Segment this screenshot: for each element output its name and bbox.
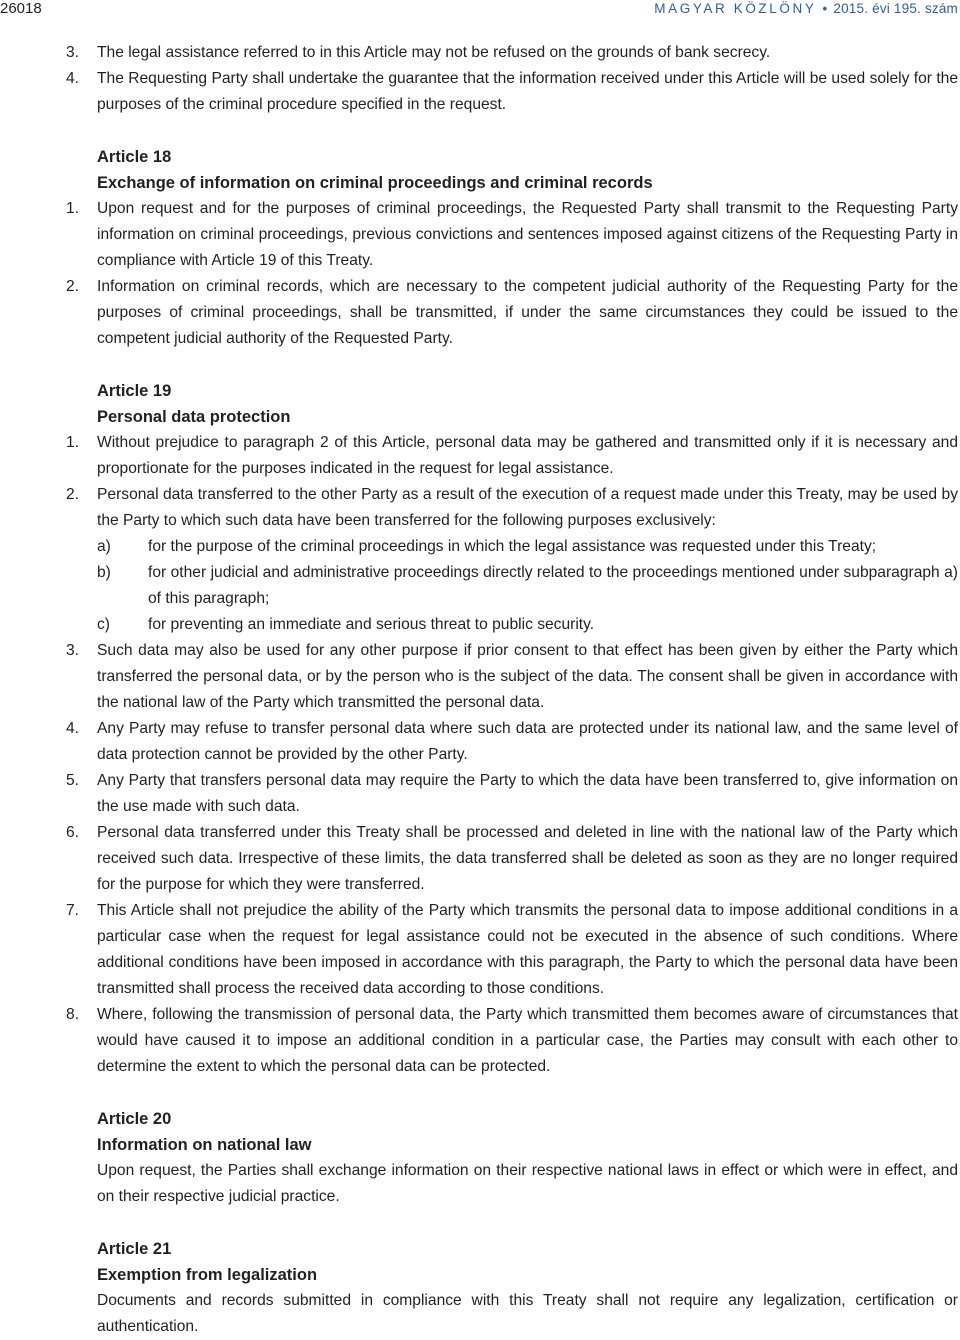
- item-number: 2.: [66, 486, 80, 503]
- sub-item-text: for other judicial and administrative proceedings directly related to the proceedings mentioned under subparagraph a) of this paragraph;: [148, 564, 958, 607]
- sub-item: [0, 612, 958, 638]
- item-text: Without prejudice to paragraph 2 of this Article, personal data may be gathered and transmitted only if it is necessary and proportionate for the purposes indicated in the request for legal assistance.: [97, 434, 958, 477]
- item-number: 6.: [66, 824, 80, 841]
- sub-item-label: c): [97, 616, 110, 633]
- item-number: 8.: [66, 1006, 80, 1023]
- item-number: 3.: [66, 642, 80, 659]
- item-number: 2.: [66, 278, 80, 295]
- item-text: Where, following the transmission of personal data, the Party which transmitted them becomes aware of circumstances that would have caused it to impose an additional condition in a particular case, the Parties may consult with each other to determine the extent to which the personal data can be protected.: [97, 1006, 958, 1075]
- item-number: 1.: [66, 434, 80, 451]
- article-title: Information on national law: [97, 1136, 312, 1154]
- article-title: Exchange of information on criminal proceedings and criminal records: [97, 174, 653, 192]
- item-text: Upon request and for the purposes of criminal proceedings, the Requested Party shall transmit to the Requesting Party information on criminal proceedings, previous convictions and sentences imposed against citizens of the Requesting Party in compliance with Article 19 of this Treaty.: [97, 200, 958, 269]
- sub-item-text: for the purpose of the criminal proceedings in which the legal assistance was requested under this Treaty;: [148, 538, 877, 555]
- sub-item: [0, 560, 958, 612]
- sub-item-label: a): [97, 538, 111, 555]
- item-text: Information on criminal records, which are necessary to the competent judicial authority of the Requesting Party for the purposes of criminal proceedings, shall be transmitted, if under the same circumstances they could be issued to the competent judicial authority of the Requested Party.: [97, 278, 958, 347]
- running-header: [654, 0, 958, 22]
- list-item: [0, 66, 958, 118]
- item-number: 3.: [66, 44, 80, 61]
- page-number: 26018: [0, 0, 42, 17]
- article-title: Exemption from legalization: [97, 1266, 318, 1284]
- article-heading: Article 21: [97, 1240, 172, 1258]
- list-item: [0, 274, 958, 352]
- item-text: Any Party may refuse to transfer personal data where such data are protected under its national law, and the same level of data protection cannot be provided by the other Party.: [97, 720, 958, 763]
- bullet-separator: •: [822, 1, 828, 16]
- list-item: [0, 482, 958, 534]
- article-title: Personal data protection: [97, 408, 291, 426]
- item-number: 7.: [66, 902, 80, 919]
- item-number: 1.: [66, 200, 80, 217]
- list-item: [0, 196, 958, 274]
- item-text: The legal assistance referred to in this Article may not be refused on the grounds of bank secrecy.: [97, 44, 771, 61]
- item-text: Personal data transferred to the other Party as a result of the execution of a request made under this Treaty, may be used by the Party to which such data have been transferred for the following purposes exclusively:: [97, 486, 958, 529]
- sub-item-text: for preventing an immediate and serious threat to public security.: [148, 616, 595, 633]
- list-item: [0, 716, 958, 768]
- item-number: 4.: [66, 70, 80, 87]
- sub-item-label: b): [97, 564, 111, 581]
- list-item: [0, 638, 958, 716]
- item-number: 5.: [66, 772, 80, 789]
- article-heading: Article 20: [97, 1110, 172, 1128]
- list-item: [0, 820, 958, 898]
- item-text: Any Party that transfers personal data may require the Party to which the data have been transferred to, give information on the use made with such data.: [97, 772, 958, 815]
- list-item: [0, 768, 958, 820]
- document-body: [0, 40, 958, 1340]
- item-text: This Article shall not prejudice the ability of the Party which transmits the personal data to impose additional conditions in a particular case when the request for legal assistance could not be executed in the absence of such conditions. Where additional conditions have been imposed in accordance with this paragraph, the Party to which the personal data have been transmitted shall process the received data according to those conditions.: [97, 902, 958, 997]
- sub-item: [0, 534, 958, 560]
- item-text: The Requesting Party shall undertake the guarantee that the information received under this Article will be used solely for the purposes of the criminal procedure specified in the request.: [97, 70, 958, 113]
- page-header: [0, 0, 960, 22]
- article-heading: Article 19: [97, 382, 172, 400]
- item-text: Such data may also be used for any other purpose if prior consent to that effect has been given by either the Party which transferred the personal data, or by the person who is the subject of the data. The consent shall be given in accordance with the national law of the Party which transmitted the personal data.: [97, 642, 958, 711]
- article-heading: Article 18: [97, 148, 172, 166]
- list-item: [0, 40, 958, 66]
- list-item: [0, 430, 958, 482]
- list-item: [0, 898, 958, 1002]
- article-text: Documents and records submitted in compliance with this Treaty shall not require any legalization, certification or authentication.: [97, 1292, 958, 1335]
- list-item: [0, 1002, 958, 1080]
- item-text: Personal data transferred under this Treaty shall be processed and deleted in line with the national law of the Party which received such data. Irrespective of these limits, the data transferred shall be deleted as soon as they are no longer required for the purpose for which they were transferred.: [97, 824, 958, 893]
- item-number: 4.: [66, 720, 80, 737]
- publication-name: MAGYAR KÖZLÖNY: [654, 1, 817, 16]
- article-text: Upon request, the Parties shall exchange information on their respective national laws in effect or which were in effect, and on their respective judicial practice.: [97, 1162, 958, 1205]
- issue-number: 2015. évi 195. szám: [833, 1, 958, 16]
